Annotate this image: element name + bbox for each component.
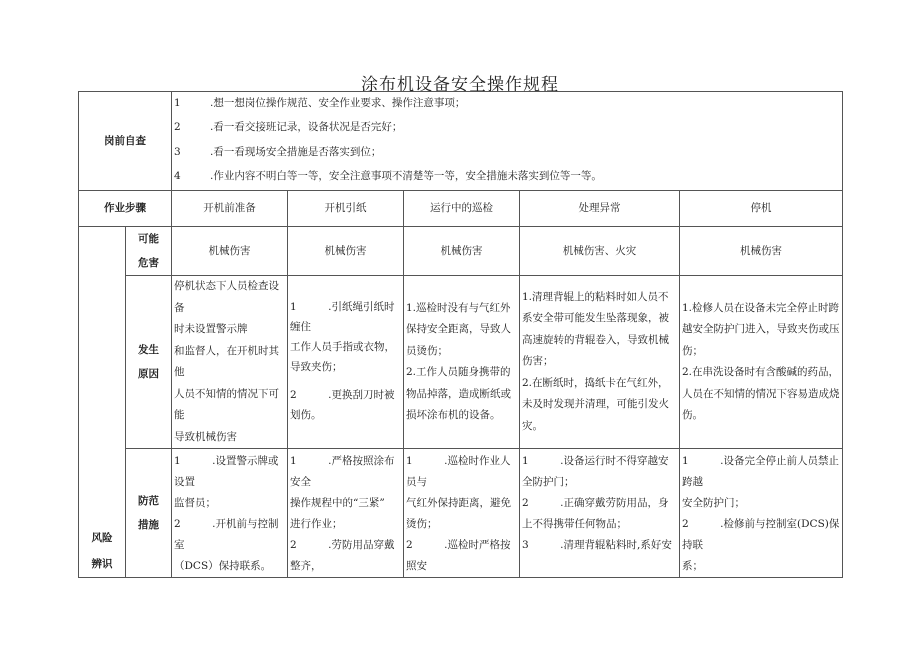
cause-line: 2.在断纸时，捣纸卡在气红外，未及时发现并清理，可能引发火灾。 (522, 376, 669, 432)
cause-line: 导致机械伤害 (174, 430, 237, 443)
step-column-header: 运行中的巡检 (404, 191, 520, 227)
cause-line: 2 .更换刮刀时被划伤。 (290, 389, 395, 421)
cause-line: 1.检修人员在设备未完全停止时跨越安全防护门进入，导致夹伤或压伤； (682, 301, 840, 357)
cause-cell (680, 276, 843, 449)
cause-line: 2.在串洗设备时有含酸碱的药品，人员在不知情的情况下容易造成烧伤。 (682, 366, 840, 422)
self-check-list (172, 92, 843, 191)
self-check-label: 岗前自查 (79, 92, 172, 191)
measure-line: 气红外保持距离，避免 (406, 497, 511, 510)
measure-line: 监督员； (174, 497, 216, 510)
cause-line: 导致夹伤； (290, 361, 343, 374)
measure-line: 操作规程中的“三紧” (290, 497, 385, 510)
cause-line: 1.清理背辊上的粘料时如人员不系安全带可能发生坠落现象，被高速旋转的背辊卷入，导致机械伤害； (522, 290, 669, 368)
hazard-cell: 机械伤害 (404, 227, 520, 276)
measure-line: 进行作业； (290, 518, 343, 531)
measure-line: 1 .设置警示牌或设置 (174, 455, 279, 489)
measure-line: 系； (682, 560, 703, 573)
measures-label: 防范措施 (126, 449, 172, 578)
measure-line: 3 .清理背辊粘料时,系好安 (522, 539, 672, 552)
cause-cell (520, 276, 680, 449)
measure-line: 1 .设备运行时不得穿越安全防护门； (522, 455, 669, 489)
cause-line: 1 .引纸绳引纸时缠住 (290, 301, 395, 334)
measures-cell (520, 449, 680, 578)
steps-row (79, 191, 843, 227)
page-title: 涂布机设备安全操作规程 (361, 75, 559, 95)
cause-line: 停机状态下人员检查设备 (174, 280, 279, 314)
hazard-label: 可能危害 (126, 227, 172, 276)
hazard-row (79, 227, 843, 276)
cause-line: 2.工作人员随身携带的物品掉落，造成断纸或损坏涂布机的设备。 (406, 366, 511, 422)
measure-line: （DCS）保持联系。 (174, 560, 272, 573)
cause-line: 工作人员手指或衣物， (290, 341, 395, 354)
measure-line: 安全防护门； (682, 497, 745, 510)
measure-line: 烫伤； (406, 518, 438, 531)
measure-line: 2 .劳防用品穿戴整齐， (290, 539, 395, 573)
cause-cell (404, 276, 520, 449)
cause-line: 和监督人，在开机时其他 (174, 344, 279, 379)
self-check-row (79, 92, 843, 191)
cause-row (79, 276, 843, 449)
measures-cell (404, 449, 520, 578)
hazard-cell: 机械伤害 (680, 227, 843, 276)
hazard-cell: 机械伤害 (288, 227, 404, 276)
step-column-header: 开机前准备 (172, 191, 288, 227)
step-column-header: 停机 (680, 191, 843, 227)
measure-line: 2 .开机前与控制室 (174, 518, 279, 552)
measure-line: 1 .严格按照涂布安全 (290, 455, 395, 489)
cause-line: 1.巡检时没有与气红外保持安全距离，导致人员烫伤； (406, 301, 511, 357)
measure-line: 2 .检修前与控制室(DCS)保持联 (682, 518, 840, 552)
self-check-item: 4 .作业内容不明白等一等，安全注意事项不清楚等一等，安全措施未落实到位等一等。 (174, 169, 602, 182)
steps-label: 作业步骤 (79, 191, 172, 227)
measures-cell (288, 449, 404, 578)
step-column-header: 开机引纸 (288, 191, 404, 227)
cause-line: 人员不知情的情况下可能 (174, 387, 279, 422)
self-check-item: 3 .看一看现场安全措施是否落实到位； (174, 145, 382, 158)
measure-line: 1 .巡检时作业人员与 (406, 455, 511, 489)
hazard-cell: 机械伤害 (172, 227, 288, 276)
measures-cell (680, 449, 843, 578)
measure-line: 2 .巡检时严格按照安 (406, 539, 511, 573)
cause-line: 时未设置警示牌 (174, 323, 248, 336)
risk-identification-label: 风险辨识 (79, 227, 126, 578)
hazard-cell: 机械伤害、火灾 (520, 227, 680, 276)
cause-cell (288, 276, 404, 449)
self-check-item: 2 .看一看交接班记录，设备状况是否完好； (174, 121, 403, 134)
measures-cell (172, 449, 288, 578)
safety-procedure-table (78, 91, 843, 578)
cause-label: 发生原因 (126, 276, 172, 449)
measure-line: 1 .设备完全停止前人员禁止跨越 (682, 455, 840, 489)
self-check-item: 1 .想一想岗位操作规范、安全作业要求、操作注意事项； (174, 97, 466, 109)
step-column-header: 处理异常 (520, 191, 680, 227)
measure-line: 2 .正确穿戴劳防用品，身上不得携带任何物品； (522, 497, 669, 531)
measures-row (79, 449, 843, 578)
cause-cell (172, 276, 288, 449)
